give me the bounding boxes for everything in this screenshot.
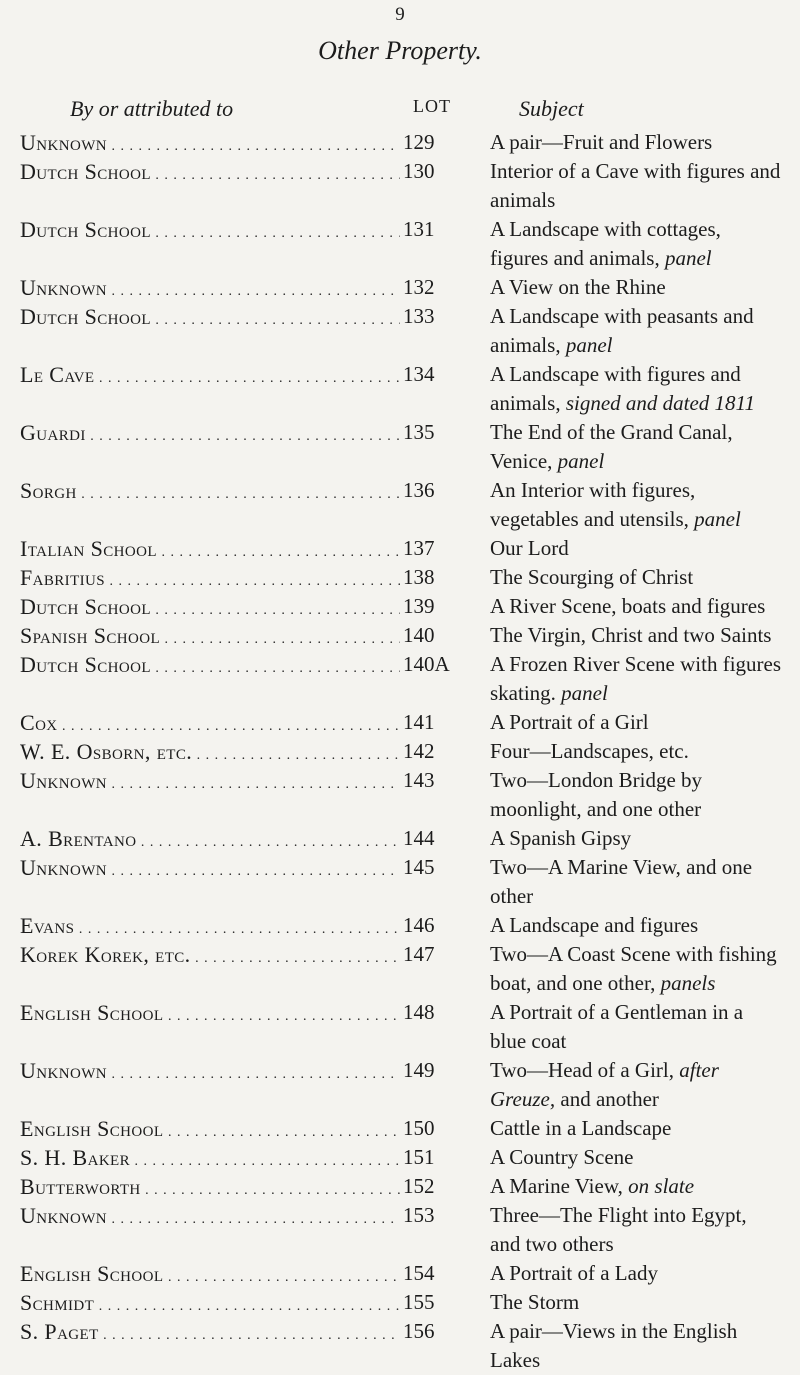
artist-name: Unknown . . . xyxy=(20,766,400,799)
artist-name: Guardi . . . xyxy=(20,418,400,451)
lot-number: 146 xyxy=(403,913,435,937)
column-header-artist: By or attributed to xyxy=(70,96,234,121)
subject-text: The End of the Grand Canal, Venice, xyxy=(490,420,733,473)
lot-number: 141 xyxy=(403,710,435,734)
artist-name: English School . . . xyxy=(20,998,400,1031)
lot-row xyxy=(0,650,800,708)
artist-name: Italian School . . . xyxy=(20,534,400,567)
subject-text: A Portrait of a Lady xyxy=(490,1261,658,1285)
artist-name: Dutch School . . . xyxy=(20,650,400,683)
lot-subject xyxy=(490,476,782,534)
lot-subject xyxy=(490,853,782,911)
lot-row xyxy=(0,1317,800,1375)
subject-text: Interior of a Cave with figures and animals xyxy=(490,159,781,212)
subject-text: A Marine View, xyxy=(490,1174,623,1198)
artist-name: Spanish School . . . xyxy=(20,621,400,654)
subject-note: signed and dated 1811 xyxy=(565,391,756,415)
lot-row xyxy=(0,1288,800,1317)
artist-name: A. Brentano . . . xyxy=(20,824,400,857)
subject-note: panel xyxy=(561,681,608,705)
subject-text: A Landscape with cottages, figures and animals, xyxy=(490,217,721,270)
lot-number: 135 xyxy=(403,420,435,444)
artist-name: Schmidt . . . xyxy=(20,1288,400,1321)
lot-subject xyxy=(490,1056,782,1114)
subject-text: The Storm xyxy=(490,1290,580,1314)
lot-subject xyxy=(490,650,782,708)
lot-subject xyxy=(490,1114,782,1143)
lot-subject xyxy=(490,766,782,824)
lot-number: 139 xyxy=(403,594,435,618)
artist-name: English School . . . xyxy=(20,1259,400,1292)
subject-text: A Landscape and figures xyxy=(490,913,699,937)
subject-text: A Portrait of a Girl xyxy=(490,710,649,734)
lot-row xyxy=(0,824,800,853)
artist-name: S. H. Baker . . . xyxy=(20,1143,400,1176)
subject-text: Two—A Marine View, and one other xyxy=(490,855,753,908)
lot-row xyxy=(0,1114,800,1143)
lot-subject xyxy=(490,911,782,940)
lot-subject xyxy=(490,215,782,273)
artist-name: Unknown . . . xyxy=(20,273,400,306)
lot-subject xyxy=(490,737,782,766)
lot-row xyxy=(0,273,800,302)
lot-row xyxy=(0,1056,800,1114)
artist-name: Dutch School . . . xyxy=(20,215,400,248)
subject-text: A Country Scene xyxy=(490,1145,634,1169)
lot-row xyxy=(0,302,800,360)
artist-name: Dutch School . . . xyxy=(20,302,400,335)
lot-number: 150 xyxy=(403,1116,435,1140)
subject-text: Two—London Bridge by moonlight, and one other xyxy=(490,768,703,821)
lot-row xyxy=(0,1259,800,1288)
lot-row xyxy=(0,1143,800,1172)
lot-row xyxy=(0,563,800,592)
lot-row xyxy=(0,360,800,418)
lot-subject xyxy=(490,273,782,302)
column-header-subject: Subject xyxy=(519,96,584,121)
lot-number: 130 xyxy=(403,159,435,183)
lot-row xyxy=(0,534,800,563)
lot-row xyxy=(0,157,800,215)
lot-row xyxy=(0,1201,800,1259)
lot-subject xyxy=(490,157,782,215)
subject-text: A View on the Rhine xyxy=(490,275,666,299)
lot-row xyxy=(0,476,800,534)
lot-number: 140A xyxy=(403,652,450,676)
subject-note: panel xyxy=(565,333,613,357)
page-number: 9 xyxy=(395,4,405,25)
lot-number: 155 xyxy=(403,1290,435,1314)
lot-row xyxy=(0,940,800,998)
artist-name: Cox . . . xyxy=(20,708,400,741)
lot-subject xyxy=(490,1317,782,1375)
lot-number: 152 xyxy=(403,1174,435,1198)
lot-row xyxy=(0,592,800,621)
lot-number: 134 xyxy=(403,362,435,386)
lot-subject xyxy=(490,621,782,650)
artist-name: Dutch School . . . xyxy=(20,592,400,625)
artist-name: Le Cave . . . xyxy=(20,360,400,393)
subject-text: Two—A Coast Scene with fishing boat, and one other, xyxy=(490,942,777,995)
subject-text: The Virgin, Christ and two Saints xyxy=(490,623,772,647)
lot-subject xyxy=(490,1201,782,1259)
lot-number: 131 xyxy=(403,217,435,241)
subject-text: A Portrait of a Gentleman in a blue coat xyxy=(490,1000,744,1053)
subject-note: after Greuze, xyxy=(490,1058,719,1111)
lot-number: 138 xyxy=(403,565,435,589)
artist-name: Unknown . . . xyxy=(20,1201,400,1234)
subject-text: A River Scene, boats and figures xyxy=(490,594,766,618)
lot-subject xyxy=(490,940,782,998)
lot-number: 136 xyxy=(403,478,435,502)
artist-name: Unknown . . . xyxy=(20,853,400,886)
artist-name: S. Paget . . . xyxy=(20,1317,400,1350)
lot-subject xyxy=(490,1143,782,1172)
lot-subject xyxy=(490,128,782,157)
lot-subject xyxy=(490,418,782,476)
lot-number: 151 xyxy=(403,1145,435,1169)
subject-tail: and another xyxy=(560,1087,659,1111)
artist-name: Dutch School . . . xyxy=(20,157,400,190)
lot-row xyxy=(0,853,800,911)
subject-text: Our Lord xyxy=(490,536,569,560)
lot-number: 142 xyxy=(403,739,435,763)
artist-name: Sorgh . . . xyxy=(20,476,400,509)
lot-subject xyxy=(490,592,782,621)
lot-row xyxy=(0,708,800,737)
subject-text: An Interior with figures, vegetables and utensils, xyxy=(490,478,696,531)
lot-number: 153 xyxy=(403,1203,435,1227)
lot-row xyxy=(0,418,800,476)
section-title: Other Property. xyxy=(318,36,482,65)
subject-note: panel xyxy=(557,449,605,473)
artist-name: Evans . . . xyxy=(20,911,400,944)
lot-list xyxy=(0,128,800,1375)
lot-number: 143 xyxy=(403,768,435,792)
artist-name: Fabritius . . . xyxy=(20,563,400,596)
lot-number: 148 xyxy=(403,1000,435,1024)
subject-text: The Scourging of Christ xyxy=(490,565,694,589)
lot-subject xyxy=(490,824,782,853)
lot-row xyxy=(0,128,800,157)
lot-row xyxy=(0,766,800,824)
lot-row xyxy=(0,215,800,273)
lot-number: 156 xyxy=(403,1319,435,1343)
lot-number: 149 xyxy=(403,1058,435,1082)
subject-note: panels xyxy=(660,971,716,995)
lot-row xyxy=(0,998,800,1056)
artist-name: English School . . . xyxy=(20,1114,400,1147)
lot-number: 140 xyxy=(403,623,435,647)
lot-subject xyxy=(490,563,782,592)
artist-name: Korek Korek, etc. . . . xyxy=(20,940,400,973)
lot-row xyxy=(0,737,800,766)
subject-text: A Landscape with figures and animals, xyxy=(490,362,741,415)
subject-note: on slate xyxy=(628,1174,695,1198)
subject-text: Cattle in a Landscape xyxy=(490,1116,672,1140)
subject-text: A Spanish Gipsy xyxy=(490,826,632,850)
artist-name: Unknown . . . xyxy=(20,128,400,161)
lot-subject xyxy=(490,360,782,418)
lot-number: 145 xyxy=(403,855,435,879)
lot-number: 133 xyxy=(403,304,435,328)
lot-row xyxy=(0,621,800,650)
lot-number: 137 xyxy=(403,536,435,560)
subject-text: A pair—Fruit and Flowers xyxy=(490,130,713,154)
lot-subject xyxy=(490,1172,782,1201)
lot-subject xyxy=(490,1259,782,1288)
lot-number: 154 xyxy=(403,1261,435,1285)
subject-text: Two—Head of a Girl, xyxy=(490,1058,674,1082)
lot-subject xyxy=(490,302,782,360)
lot-number: 144 xyxy=(403,826,435,850)
lot-subject xyxy=(490,1288,782,1317)
subject-note: panel xyxy=(694,507,741,531)
lot-subject xyxy=(490,708,782,737)
artist-name: Unknown . . . xyxy=(20,1056,400,1089)
lot-row xyxy=(0,1172,800,1201)
artist-name: Butterworth . . . xyxy=(20,1172,400,1205)
lot-subject xyxy=(490,998,782,1056)
column-header-lot: LOT xyxy=(413,96,451,116)
artist-name: W. E. Osborn, etc. . . . xyxy=(20,737,400,770)
subject-text: A Frozen River Scene with figures skating. xyxy=(490,652,782,705)
lot-number: 129 xyxy=(403,130,435,154)
subject-note: panel xyxy=(664,246,712,270)
lot-number: 132 xyxy=(403,275,435,299)
subject-text: A Landscape with peasants and animals, xyxy=(490,304,754,357)
subject-text: Four—Landscapes, etc. xyxy=(490,739,689,763)
subject-text: Three—The Flight into Egypt, and two others xyxy=(490,1203,747,1256)
subject-text: A pair—Views in the English Lakes xyxy=(490,1319,738,1372)
lot-number: 147 xyxy=(403,942,435,966)
lot-row xyxy=(0,911,800,940)
lot-subject xyxy=(490,534,782,563)
